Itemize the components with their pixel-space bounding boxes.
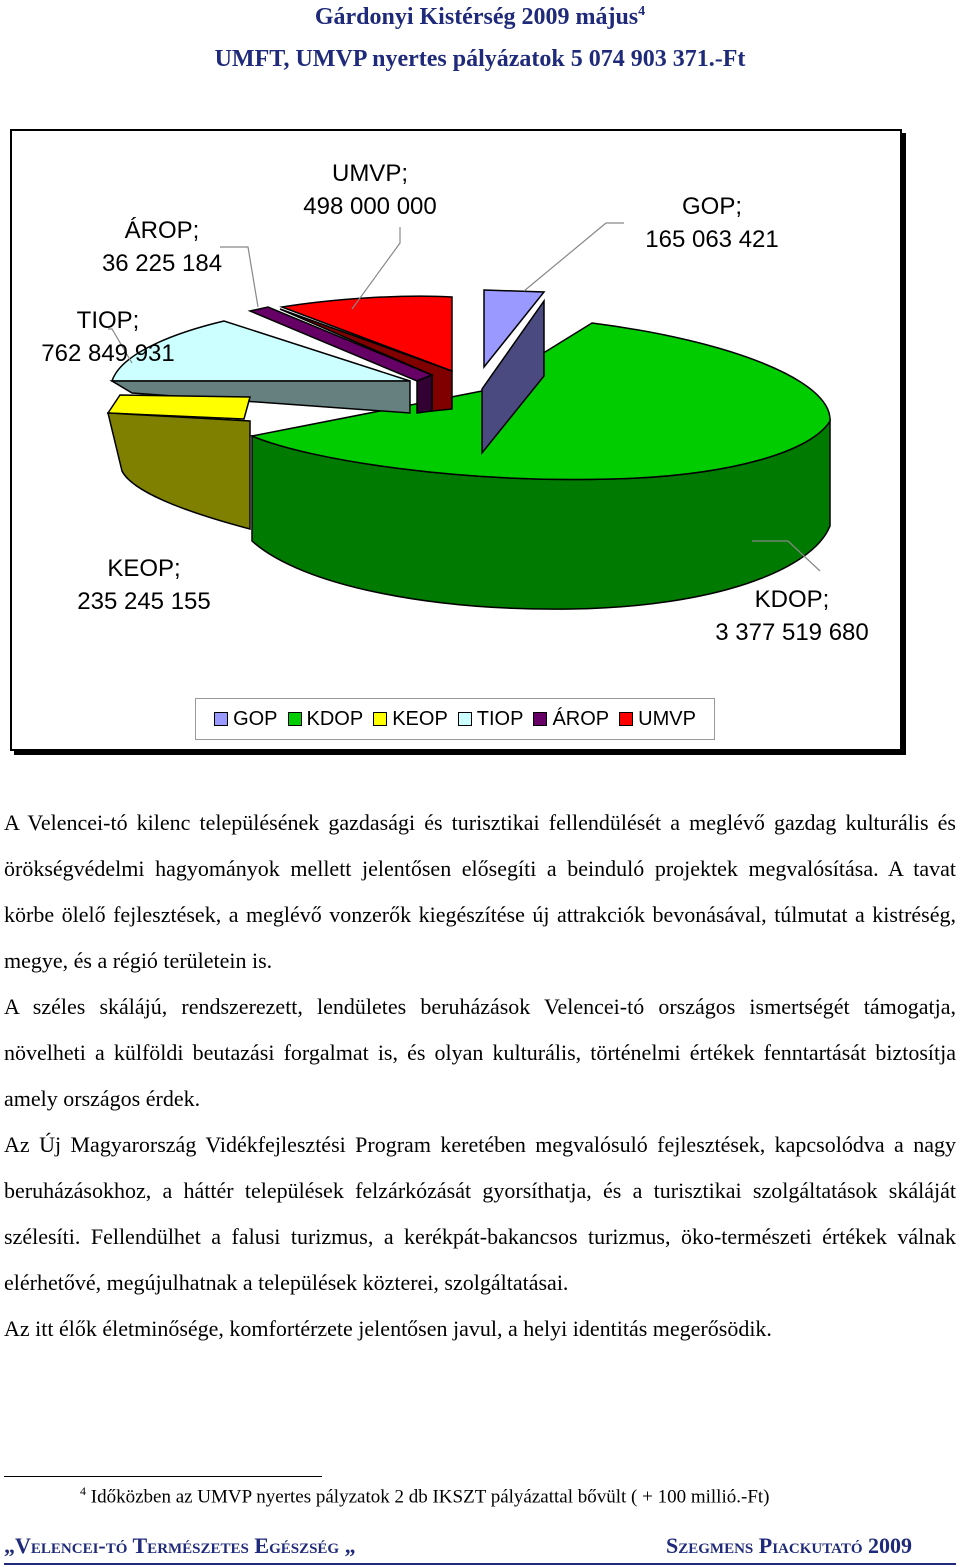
legend-item-3	[458, 708, 524, 731]
footer-rule	[4, 1563, 956, 1565]
label-tiop-value: 762 849 931	[41, 340, 175, 367]
legend-item-5	[619, 708, 696, 731]
legend-label-0: GOP	[233, 707, 278, 730]
paragraph-1: A Velencei-tó kilenc településének gazdasági és turisztikai fellendülését a meglévő gazdag kulturális és örökségvédelmi hagyományok mellett jelentősen elősegíti a beinduló projektek megvalósítása. A tavat körbe ölelő fejlesztések, a meglévő vonzerők kiegészítése új attrakciók bevonásával, túlmutat a kistréség, megye, és a régió területein is.	[4, 810, 956, 973]
title-line1: Gárdonyi Kistérség 2009 május	[314, 4, 639, 30]
legend-swatch-2	[373, 712, 387, 726]
legend-label-5: UMVP	[638, 707, 696, 730]
legend-label-4: ÁROP	[552, 707, 610, 730]
label-gop-name: GOP;	[681, 193, 743, 220]
page-title	[0, 4, 960, 31]
legend-label-3: TIOP	[476, 707, 524, 730]
label-arop-name: ÁROP;	[124, 217, 200, 244]
legend-swatch-4	[533, 712, 547, 726]
legend-item-0	[214, 708, 277, 731]
paragraph-3: Az Új Magyarország Vidékfejlesztési Program keretében megvalósuló fejlesztések, kapcsolódva a nagy beruházásokhoz, a háttér települések felzárkózását gyorsíthatja, és a turisztikai szolgáltatások skáláját szélesíti. Fellendülhet a falusi turizmus, a kerékpát-bakancsos turizmus, öko-természeti értékek válnak elérhetővé, megújulhatnak a települések közterei, szolgáltatásai.	[4, 1132, 956, 1295]
footer-left: „Velencei-tó Természetes Egészség „	[4, 1533, 356, 1558]
footnote-text: Időközben az UMVP nyertes pályzatok 2 db IKSZT pályázattal bővült ( + 100 millió.-Ft)	[90, 1486, 770, 1508]
slice-keop-side	[108, 413, 250, 529]
title-footnote-mark: 4	[638, 4, 646, 19]
paragraph-4: Az itt élők életminősége, komfortérzete jelentősen javul, a helyi identitás megerősödik.	[4, 1316, 772, 1341]
page-subtitle: UMFT, UMVP nyertes pályázatok 5 074 903 371.-Ft	[214, 46, 746, 72]
legend-label-1: KDOP	[306, 707, 364, 730]
page-footer	[4, 1533, 956, 1567]
label-kdop-value: 3 377 519 680	[715, 619, 869, 646]
label-arop-value: 36 225 184	[101, 250, 223, 277]
chart-legend	[195, 698, 715, 740]
label-umvp-name: UMVP;	[331, 160, 409, 187]
legend-swatch-1	[288, 712, 302, 726]
legend-label-2: KEOP	[392, 707, 448, 730]
footer-right: Szegmens Piackutató 2009	[666, 1533, 912, 1558]
footnote-rule	[4, 1476, 322, 1477]
legend-item-2	[373, 708, 448, 731]
slice-arop-side	[417, 375, 432, 413]
label-gop-value: 165 063 421	[645, 226, 779, 253]
label-keop-value: 235 245 155	[77, 588, 211, 615]
footnote-mark: 4	[80, 1484, 86, 1498]
label-tiop-name: TIOP;	[76, 307, 140, 334]
leader-gop	[524, 223, 624, 291]
legend-item-1	[288, 708, 364, 731]
legend-swatch-5	[619, 712, 633, 726]
legend-item-4	[533, 708, 609, 731]
footnote	[80, 1484, 770, 1508]
legend-swatch-3	[458, 712, 472, 726]
paragraph-2: A széles skálájú, rendszerezett, lendületes beruházások Velencei-tó országos ismertségét támogatja, növelheti a külföldi beutazási forgalmat is, és olyan kulturális, történelmi értékek fenntartását biztosítja amely országos érdek.	[4, 994, 956, 1111]
leader-arop	[220, 247, 258, 307]
legend-swatch-0	[214, 712, 228, 726]
pie-chart-svg	[12, 131, 900, 749]
pie-chart	[10, 129, 902, 751]
label-umvp-value: 498 000 000	[303, 193, 437, 220]
label-kdop-name: KDOP;	[754, 586, 830, 613]
label-keop-name: KEOP;	[107, 555, 181, 582]
body-text	[4, 800, 956, 1352]
